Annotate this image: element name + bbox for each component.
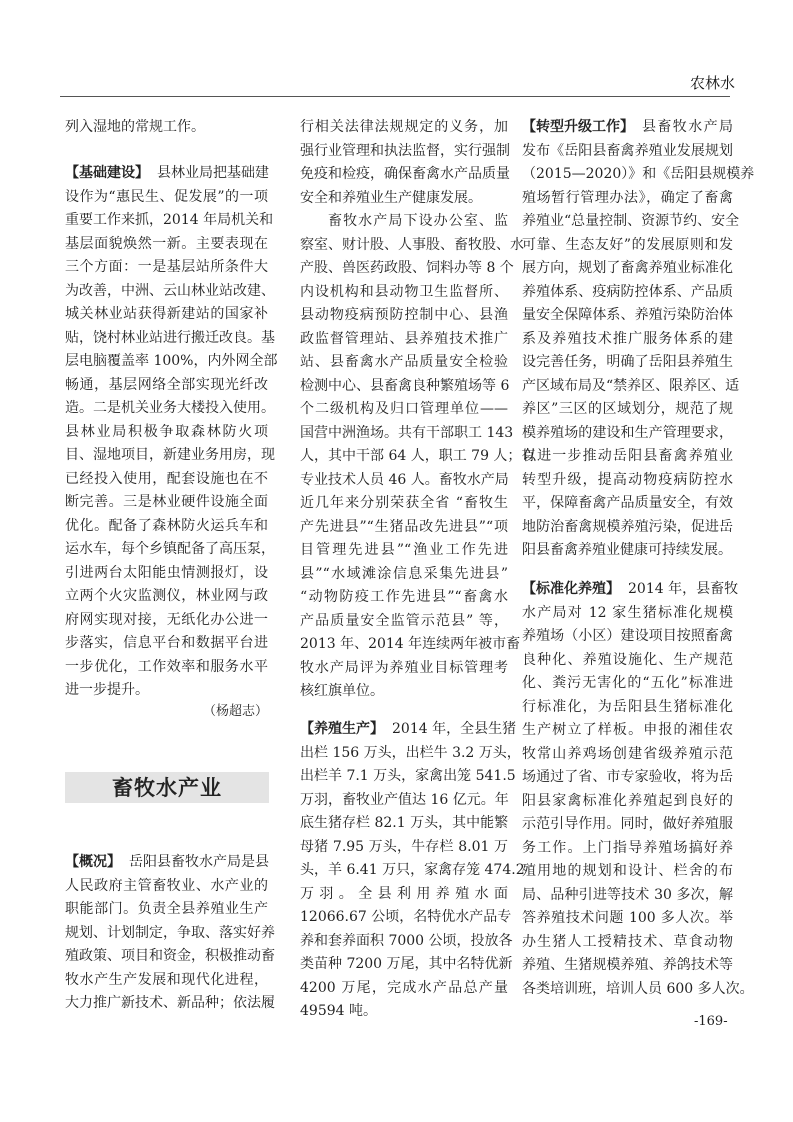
section-title: 畜牧水产业: [65, 772, 269, 803]
text-line: 列入湿地的常规工作。: [65, 119, 205, 135]
text-line: 场通过了省、市专家验收，将为岳: [522, 769, 733, 785]
text-line: 安全和养殖业生产健康发展。: [300, 189, 482, 206]
text-line: 答养殖技术问题 100 多人次。举: [522, 910, 733, 926]
text-line: [522, 117, 733, 137]
text-line: 大力推广新技术、新品种；依法履: [65, 995, 275, 1011]
text-line: 近几年来分别荣获全省 “畜牧生: [300, 495, 508, 511]
paragraph-heading: 【概况】: [65, 854, 121, 870]
text-line: 务工作。上门指导养殖场搞好养: [522, 839, 733, 856]
text-line: 万羽。全县利用养殖水面: [300, 885, 508, 902]
text-line: 行相关法律法规规定的义务，加: [300, 119, 508, 135]
text-line: 发布《岳阳县畜禽养殖业发展规划: [522, 142, 733, 159]
text-line: 个二级机构及归口管理单位——: [300, 401, 508, 417]
author-signature: （杨超志）: [202, 704, 268, 719]
paragraph-heading: 【转型升级工作】: [522, 119, 634, 135]
text-line: 2013 年、2014 年连续两年被市畜: [300, 636, 521, 652]
text-line: 牧水产局评为养殖业目标管理考: [300, 659, 508, 676]
page-number: -169-: [694, 1014, 728, 1029]
text-line: 牧常山养鸡场创建省级养殖示范: [522, 745, 733, 762]
text-line: 养殖业“总量控制、资源节约、安全: [522, 213, 740, 229]
text-line: 殖政策、项目和资金，积极推动畜: [65, 948, 275, 964]
text-line: 产先进县”“生猪品改先进县”“项: [300, 518, 508, 535]
text-line: 运水车，每个乡镇配备了高压泵，: [65, 541, 275, 557]
text-line: 设作为“惠民生、促发展”的一项: [65, 188, 268, 205]
text-line: 各类培训班，培训人员 600 多人次。: [522, 980, 754, 997]
text-line: 生产树立了样板。申报的湘佳农: [522, 722, 733, 738]
text-line: 平，保障畜禽产品质量安全，有效: [522, 495, 733, 511]
text-line: 以进一步推动岳阳县畜禽养殖业: [522, 448, 733, 464]
text-line: 步落实，信息平台和数据平台进: [65, 635, 268, 651]
text-line: 核红旗单位。: [300, 683, 384, 699]
text-line: 三个方面：一是基层站所条件大: [65, 259, 268, 275]
text-line: 职能部门。负责全县养殖业生产: [65, 901, 268, 917]
text-line: 12066.67 公顷，名特优水产品专: [300, 909, 512, 925]
text-line: 阳县畜禽养殖业健康可持续发展。: [522, 542, 732, 558]
text-line: 引进两台太阳能虫情测报灯，设: [65, 564, 268, 581]
text-line: 办生猪人工授精技术、草食动物: [522, 933, 733, 950]
text-line: 头，羊 6.41 万只，家禽存笼 474.2: [300, 862, 525, 878]
text-line: 系及养殖技术推广服务体系的建: [522, 330, 733, 347]
text-line: 牧水产生产发展和现代化进程，: [65, 971, 268, 988]
text-line: 人民政府主管畜牧业、水产业的: [65, 877, 268, 894]
text-line: 养殖、生猪规模养殖、养鸽技术等: [522, 957, 733, 973]
text-line: 母猪 7.95 万头，牛存栏 8.01 万: [300, 838, 508, 855]
text-line: 产股、兽医药政股、饲料办等 8 个: [300, 260, 514, 276]
text-line: 府网实现对接，无纸化办公进一: [65, 611, 268, 628]
text-line: 政监督管理站、县养殖技术推广: [300, 330, 508, 347]
text-line: 养殖体系、疫病防控体系、产品质: [522, 283, 733, 300]
text-line: 类苗种 7200 万尾，其中名特优新: [300, 956, 513, 972]
text-line: 目管理先进县”“渔业工作先进: [300, 542, 508, 558]
text-line-content: 县畜牧水产局: [642, 119, 733, 135]
paragraph-heading: 【基础建设】: [65, 165, 149, 181]
text-line: 局、品种引进等技术 30 多次，解: [522, 886, 733, 903]
text-line-content: 2014 年，县畜牧: [628, 581, 739, 597]
text-line: 规划、计划制定，争取、落实好养: [65, 924, 275, 941]
text-line: 内设机构和县动物卫生监督所、: [300, 283, 508, 300]
text-line: 养殖场（小区）建设项目按照畜禽: [522, 628, 733, 644]
text-line: 层电脑覆盖率 100%，内外网全部: [65, 353, 278, 369]
text-line: 为改善，中洲、云山林业站改建、: [65, 282, 275, 299]
header-rule: [60, 96, 730, 97]
text-line: “动物防疫工作先进县”“畜禽水: [300, 589, 508, 605]
text-line: 底生猪存栏 82.1 万头，其中能繁: [300, 815, 509, 831]
text-line: 国营中洲渔场。共有干部职工 143: [300, 424, 514, 441]
text-line: 优化。配备了森林防火运兵车和: [65, 517, 268, 534]
text-line: 转型升级，提高动物疫病防控水: [522, 471, 733, 488]
text-line: 殖场暂行管理办法》，确定了畜禽: [522, 189, 733, 206]
text-line: 基层面貌焕然一新。主要表现在: [65, 235, 268, 252]
text-line: 万羽，畜牧业产值达 16 亿元。年: [300, 791, 509, 808]
text-line: 贴，饶村林业站进行搬迁改良。基: [65, 329, 275, 346]
text-line-content: 岳阳县畜牧水产局是县: [129, 854, 269, 870]
text-line: 立两个火灾监测仪，林业网与政: [65, 588, 268, 604]
text-line: 出栏 156 万头，出栏牛 3.2 万头，: [300, 744, 521, 761]
text-line: 重要工作来抓，2014 年局机关和: [65, 212, 274, 228]
text-line: 阳县家禽标准化养殖起到良好的: [522, 792, 733, 809]
text-line: 可靠、生态友好”的发展原则和发: [522, 236, 733, 253]
text-line: 县林业局积极争取森林防火项: [65, 423, 268, 440]
text-line: 产区域布局及“禁养区、限养区、适: [522, 377, 740, 394]
text-line: [65, 163, 268, 183]
text-line: 检测中心、县畜禽良种繁殖场等 6: [300, 377, 510, 394]
text-line: 良种化、养殖设施化、生产规范: [522, 651, 733, 668]
text-line: 察室、财计股、人事股、畜牧股、水: [300, 236, 524, 253]
text-line: 目、湿地项目，新建业务用房，现: [65, 447, 275, 463]
text-line: 展方向，规划了畜禽养殖业标准化: [522, 260, 733, 276]
text-line: 断完善。三是林业硬件设施全面: [65, 494, 268, 510]
text-line: 县动物疫病预防控制中心、县渔: [300, 307, 508, 323]
text-line: [300, 719, 517, 739]
text-line: 免疫和检疫，确保畜禽水产品质量: [300, 166, 510, 182]
text-line: 县”“水域滩涂信息采集先进县”: [300, 565, 508, 582]
text-line: 强行业管理和执法监督，实行强制: [300, 142, 510, 159]
text-line: 人，其中干部 64 人，职工 79 人；有: [300, 448, 536, 464]
text-line: 一步优化，工作效率和服务水平: [65, 658, 268, 675]
text-line: 量安全保障体系、养殖污染防治体: [522, 307, 733, 323]
paragraph-heading: 【养殖生产】: [300, 721, 384, 737]
text-line: 已经投入使用，配套设施也在不: [65, 470, 268, 487]
text-line: 49594 吨。: [300, 1003, 377, 1019]
text-line: 示范引导作用。同时，做好养殖服: [522, 816, 733, 832]
text-line: 畜牧水产局下设办公室、监: [328, 213, 508, 229]
text-line: 4200 万尾，完成水产品总产量: [300, 979, 508, 996]
running-header: 农林水: [690, 74, 736, 92]
text-line: （2015—2020）》和《岳阳县规模养: [522, 166, 755, 182]
text-line: 造。二是机关业务大楼投入使用。: [65, 400, 275, 416]
text-line: 产品质量安全监管示范县” 等，: [300, 612, 508, 629]
paragraph-heading: 【标准化养殖】: [522, 581, 620, 597]
text-line: 化、粪污无害化的“五化”标准进: [522, 675, 733, 691]
text-line: [65, 852, 268, 872]
text-line: 站、县畜禽水产品质量安全检验: [300, 354, 508, 370]
text-line-content: 2014 年，全县生猪: [392, 721, 517, 737]
text-line: 地防治畜禽规模养殖污染，促进岳: [522, 518, 733, 535]
text-line: 出栏羊 7.1 万头，家禽出笼 541.5: [300, 768, 516, 784]
text-line: 养和套养面积 7000 公顷，投放各: [300, 932, 513, 949]
text-line: 城关林业站获得新建站的国家补: [65, 306, 268, 322]
text-line: 畅通，基层网络全部实现光纤改: [65, 376, 268, 393]
text-line: 进一步提升。: [65, 682, 149, 698]
text-line-content: 县林业局把基础建: [157, 165, 269, 181]
text-line: 专业技术人员 46 人。畜牧水产局: [300, 471, 509, 488]
text-line: [522, 579, 739, 599]
text-line: 水产局对 12 家生猪标准化规模: [522, 604, 733, 621]
text-line: 行标准化，为岳阳县生猪标准化: [522, 698, 733, 715]
text-line: 模养殖场的建设和生产管理要求，: [522, 424, 733, 441]
text-line: 殖用地的规划和设计、栏舍的布: [522, 863, 733, 879]
text-line: 设完善任务，明确了岳阳县养殖生: [522, 354, 733, 370]
text-line: 养区”三区的区域划分，规范了规: [522, 401, 733, 417]
